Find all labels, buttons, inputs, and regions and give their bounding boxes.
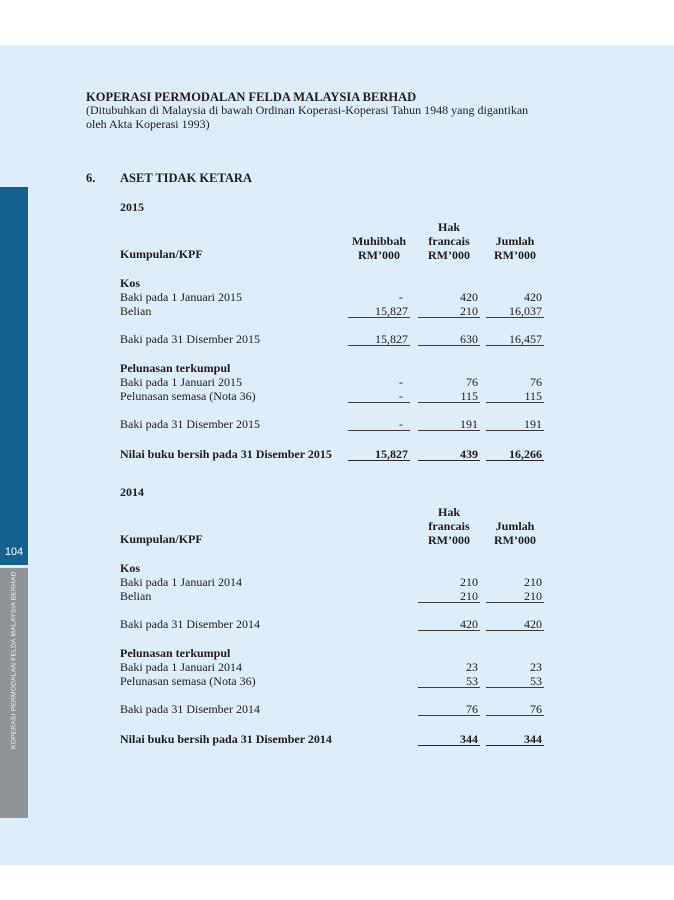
column-header bbox=[418, 505, 480, 547]
table-row bbox=[120, 732, 544, 746]
cell-value: 344 bbox=[486, 732, 544, 746]
row-label: Baki pada 31 Disember 2014 bbox=[120, 702, 260, 716]
page-content bbox=[86, 90, 558, 746]
row-label: Baki pada 1 Januari 2015 bbox=[120, 375, 242, 389]
row-spacer bbox=[120, 631, 544, 646]
column-header-line: RM’000 bbox=[428, 533, 470, 547]
row-spacer bbox=[120, 403, 544, 417]
row-label: Kos bbox=[120, 561, 141, 575]
cell-value: 115 bbox=[486, 389, 544, 403]
doc-subtitle-line1: (Ditubuhkan di Malaysia di bawah Ordinan Koperasi-Koperasi Tahun 1948 yang digantikan bbox=[86, 103, 529, 117]
cell-value: - bbox=[399, 375, 403, 389]
table-row bbox=[120, 304, 544, 318]
table-header-row bbox=[120, 505, 544, 547]
cell-value: 420 bbox=[486, 617, 544, 631]
sidebar-gray-strip bbox=[0, 568, 28, 818]
table-row bbox=[120, 389, 544, 403]
row-header-label: Kumpulan/KPF bbox=[120, 532, 203, 546]
financial-table-2014 bbox=[120, 485, 544, 746]
cell-value: 76 bbox=[466, 375, 478, 389]
table-body bbox=[120, 561, 544, 746]
cell-value: 53 bbox=[486, 674, 544, 688]
table-row bbox=[120, 332, 544, 346]
cell-value: 76 bbox=[486, 702, 544, 716]
row-label: Pelunasan semasa (Nota 36) bbox=[120, 674, 256, 688]
cell-value: 210 bbox=[418, 304, 480, 318]
row-label: Pelunasan terkumpul bbox=[120, 646, 231, 660]
section-heading bbox=[86, 171, 558, 185]
table-header-row bbox=[120, 220, 544, 262]
cell-value: 76 bbox=[530, 375, 542, 389]
column-header-line: RM’000 bbox=[358, 248, 400, 262]
cell-value: 15,827 bbox=[348, 304, 410, 318]
cell-value: 191 bbox=[418, 417, 480, 431]
table-row bbox=[120, 447, 544, 461]
column-header bbox=[418, 220, 480, 262]
cell-value: 16,266 bbox=[486, 447, 544, 461]
row-label: Nilai buku bersih pada 31 Disember 2014 bbox=[120, 732, 332, 746]
column-header-line: RM’000 bbox=[494, 248, 536, 262]
column-header bbox=[348, 234, 410, 262]
cell-value: - bbox=[348, 417, 410, 431]
cell-value: - bbox=[348, 389, 410, 403]
section-title: ASET TIDAK KETARA bbox=[120, 171, 252, 185]
cell-value: 210 bbox=[486, 589, 544, 603]
column-header-line: RM’000 bbox=[428, 248, 470, 262]
row-spacer bbox=[120, 431, 544, 447]
table-row bbox=[120, 375, 544, 389]
table-row bbox=[120, 361, 544, 375]
row-label: Baki pada 31 Disember 2014 bbox=[120, 617, 260, 631]
cell-value: 210 bbox=[460, 575, 478, 589]
financial-table-2015 bbox=[120, 200, 544, 461]
row-label: Belian bbox=[120, 589, 152, 603]
table-year-label: 2014 bbox=[120, 485, 144, 499]
row-spacer bbox=[120, 318, 544, 332]
page-number-strip bbox=[0, 187, 28, 565]
column-header-line: Hak bbox=[437, 505, 460, 519]
cell-value: 420 bbox=[460, 290, 478, 304]
cell-value: 15,827 bbox=[348, 447, 410, 461]
doc-title: KOPERASI PERMODALAN FELDA MALAYSIA BERHAD bbox=[86, 90, 417, 104]
cell-value: 115 bbox=[418, 389, 480, 403]
cell-value: 420 bbox=[524, 290, 542, 304]
page-number-badge: 104 bbox=[4, 546, 24, 558]
table-body bbox=[120, 276, 544, 461]
row-label: Baki pada 31 Disember 2015 bbox=[120, 332, 260, 346]
table-row bbox=[120, 702, 544, 716]
cell-value: 210 bbox=[524, 575, 542, 589]
table-row bbox=[120, 561, 544, 575]
cell-value: 191 bbox=[486, 417, 544, 431]
column-header-line: Jumlah bbox=[495, 519, 535, 533]
row-label: Belian bbox=[120, 304, 152, 318]
column-header-line: RM’000 bbox=[494, 533, 536, 547]
row-label: Pelunasan semasa (Nota 36) bbox=[120, 389, 256, 403]
row-spacer bbox=[120, 716, 544, 732]
table-row bbox=[120, 660, 544, 674]
row-label: Baki pada 1 Januari 2014 bbox=[120, 575, 242, 589]
row-spacer bbox=[120, 346, 544, 361]
row-label: Pelunasan terkumpul bbox=[120, 361, 231, 375]
cell-value: 630 bbox=[418, 332, 480, 346]
table-year-label: 2015 bbox=[120, 200, 144, 214]
cell-value: 16,457 bbox=[486, 332, 544, 346]
cell-value: 53 bbox=[418, 674, 480, 688]
cell-value: 15,827 bbox=[348, 332, 410, 346]
cell-value: 210 bbox=[418, 589, 480, 603]
column-header bbox=[486, 519, 544, 547]
column-header bbox=[486, 234, 544, 262]
table-row bbox=[120, 646, 544, 660]
row-label: Baki pada 31 Disember 2015 bbox=[120, 417, 260, 431]
row-label: Kos bbox=[120, 276, 141, 290]
column-header-line: francais bbox=[428, 234, 470, 248]
row-header-label: Kumpulan/KPF bbox=[120, 247, 203, 261]
table-row bbox=[120, 589, 544, 603]
table-row bbox=[120, 674, 544, 688]
cell-value: 439 bbox=[418, 447, 480, 461]
table-row bbox=[120, 276, 544, 290]
cell-value: 23 bbox=[466, 660, 478, 674]
row-spacer bbox=[120, 603, 544, 617]
table-row bbox=[120, 575, 544, 589]
cell-value: 420 bbox=[418, 617, 480, 631]
cell-value: 16,037 bbox=[486, 304, 544, 318]
row-label: Baki pada 1 Januari 2014 bbox=[120, 660, 242, 674]
column-header-line: Hak bbox=[437, 220, 460, 234]
cell-value: - bbox=[399, 290, 403, 304]
column-header-line: Jumlah bbox=[495, 234, 535, 248]
sidebar-vertical-label: KOPERASI PERMODALAN FELDA MALAYSIA BERHAD bbox=[10, 571, 18, 749]
row-label: Nilai buku bersih pada 31 Disember 2015 bbox=[120, 447, 332, 461]
cell-value: 23 bbox=[530, 660, 542, 674]
cell-value: 344 bbox=[418, 732, 480, 746]
cell-value: 76 bbox=[418, 702, 480, 716]
row-label: Baki pada 1 Januari 2015 bbox=[120, 290, 242, 304]
column-header-line: Muhibbah bbox=[351, 234, 407, 248]
table-row bbox=[120, 617, 544, 631]
table-row bbox=[120, 290, 544, 304]
column-header-line: francais bbox=[428, 519, 470, 533]
section-number: 6. bbox=[86, 171, 96, 185]
row-spacer bbox=[120, 688, 544, 702]
doc-subtitle-line2: oleh Akta Koperasi 1993) bbox=[86, 116, 210, 131]
table-row bbox=[120, 417, 544, 431]
